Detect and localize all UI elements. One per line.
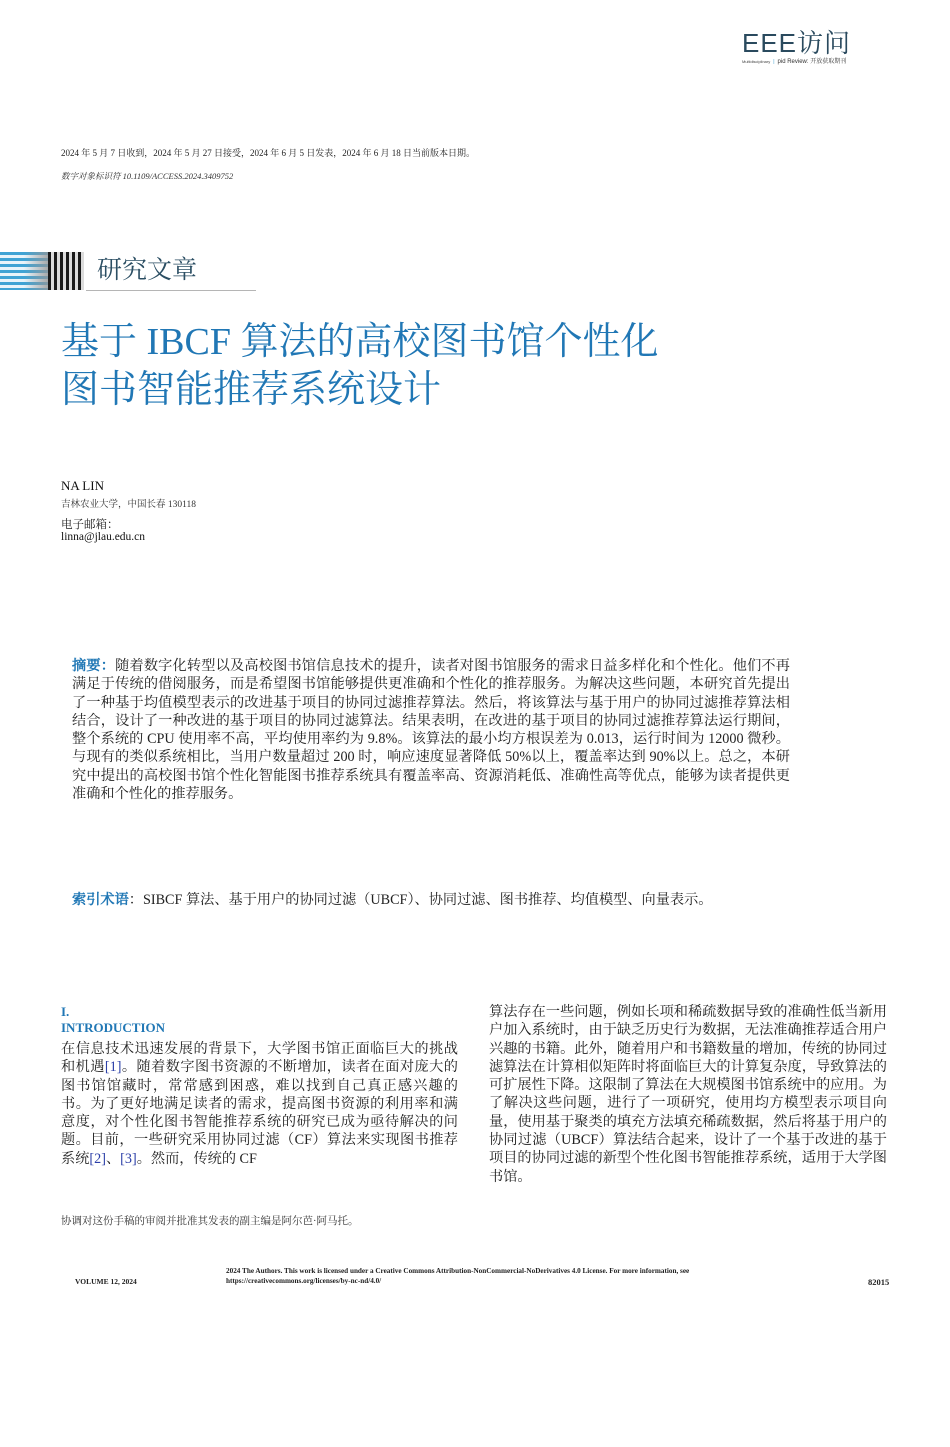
page-number: 82015 <box>868 1277 890 1287</box>
abstract-label: 摘要： <box>72 658 116 674</box>
author-name: NA LIN <box>61 478 104 493</box>
stripes-decoration-icon <box>0 252 48 290</box>
author-affiliation: 吉林农业大学，中国长春 130118 <box>61 500 197 510</box>
article-type-label: 研究文章 <box>97 255 198 284</box>
citation-link-3[interactable]: [3] <box>120 1150 137 1167</box>
abstract <box>72 657 790 803</box>
intro-right-column: 算法存在一些问题，例如长项和稀疏数据导致的准确性低当新用户加入系统时，由于缺乏历史行为数据，无法准确推荐适合用户兴趣的书籍。此外，随着用户和书籍数量的增加，传统的协同过滤算法在计算相似矩阵时将面临巨大的计算复杂度，导致算法的可扩展性下降。这限制了算法在大规模图书馆系统中的应用。为了解决这些问题，进行了一项研究，使用均方模型表示项目向量，使用基于聚类的填充方法填充稀疏数据，然后将基于用户的协同过滤（UBCF）算法结合起来，设计了一个基于改进的基于项目的协同过滤的新型个性化图书智能推荐系统，适用于大学图书馆。 <box>489 1004 887 1185</box>
title-line-1: 基于 IBCF 算法的高校图书馆个性化 <box>61 321 659 363</box>
index-terms: 索引术语：SIBCF 算法、基于用户的协同过滤（UBCF）、协同过滤、图书推荐、均值模型、向量表示。 <box>72 892 713 908</box>
bars-decoration-icon <box>48 252 84 290</box>
citation-link-2[interactable]: [2] <box>89 1150 106 1167</box>
article-type-banner <box>0 250 260 292</box>
doi: 数字对象标识符 10.1109/ACCESS.2024.3409752 <box>61 171 234 181</box>
intro-left-column: 在信息技术迅速发展的背景下，大学图书馆正面临巨大的挑战和机遇[1]。随着数字图书资源的不断增加，读者在面对庞大的图书馆馆藏时，常常感到困惑，难以找到自己真正感兴趣的书。为了更好地满足读者的需求，提高图书资源的利用率和满意度，对个性化图书智能推荐系统的研究已成为亟待解决的问题。目前，一些研究采用协同过滤（CF）算法来实现图书推荐系统[2]、[3]。然而，传统的 CF <box>61 1041 458 1167</box>
title-line-2: 图书智能推荐系统设计 <box>61 369 442 411</box>
logo-title: EEE访问 <box>742 28 852 58</box>
journal-logo <box>742 28 902 66</box>
abstract-text: 随着数字化转型以及高校图书馆信息技术的提升，读者对图书馆服务的需求日益多样化和个性化。他们不再满足于传统的借阅服务，而是希望图书馆能够提供更准确和个性化的推荐服务。为解决这些问题，本研究首先提出了一种基于均值模型表示的改进基于项目的协同过滤推荐算法。然后，将该算法与基于用户的协同过滤推荐算法相结合，设计了一种改进的基于项目的协同过滤算法。结果表明，在改进的基于项目的协同过滤推荐算法运行期间，整个系统的 CPU 使用率不高，平均使用率约为 9.8%。该算法的最小均方根误差为 0.013，运行时间为 12000 微秒。与现有的类似系统相比，当用户数量超过 200 时，响应速度显著降低 50%以上，覆盖率达到 90%以上。总之，本研究中提出的高校图书馆个性化智能图书推荐系统具有覆盖率高、资源消耗低、准确性高等优点，能够为读者提供更准确和个性化的推荐服务。 <box>72 658 790 803</box>
section-heading: INTRODUCTION <box>61 1020 166 1035</box>
index-terms-label: 索引术语 <box>72 892 129 908</box>
footer-volume: VOLUME 12, 2024 <box>75 1277 137 1286</box>
index-terms-text: SIBCF 算法、基于用户的协同过滤（UBCF）、协同过滤、图书推荐、均值模型、向量表示。 <box>142 892 713 908</box>
logo-subtitle: Multidisciplinary | pid Review: 开放获取期刊 <box>742 59 847 65</box>
section-number: I. <box>61 1004 70 1019</box>
citation-link-1[interactable]: [1] <box>104 1059 122 1076</box>
email-label: 电子邮箱： <box>61 519 119 531</box>
author-email[interactable]: linna@jlau.edu.cn <box>61 531 146 543</box>
banner-underline <box>86 290 256 291</box>
publication-dates: 2024 年 5 月 7 日收到，2024 年 5 月 27 日接受，2024 年 6 月 5 日发表，2024 年 6 月 18 日当前版本日期。 <box>61 148 476 158</box>
page-title <box>61 318 781 414</box>
editor-note: 协调对这份手稿的审阅并批准其发表的副主编是阿尔芭·阿马托。 <box>61 1216 359 1227</box>
footer-license: 2024 The Authors. This work is licensed under a Creative Commons Attribution-NonCommercial-NoDerivatives 4.0 License. For more information, see https://creativecommons.org/licenses/by-nc-nd/4.0/ <box>226 1267 690 1285</box>
